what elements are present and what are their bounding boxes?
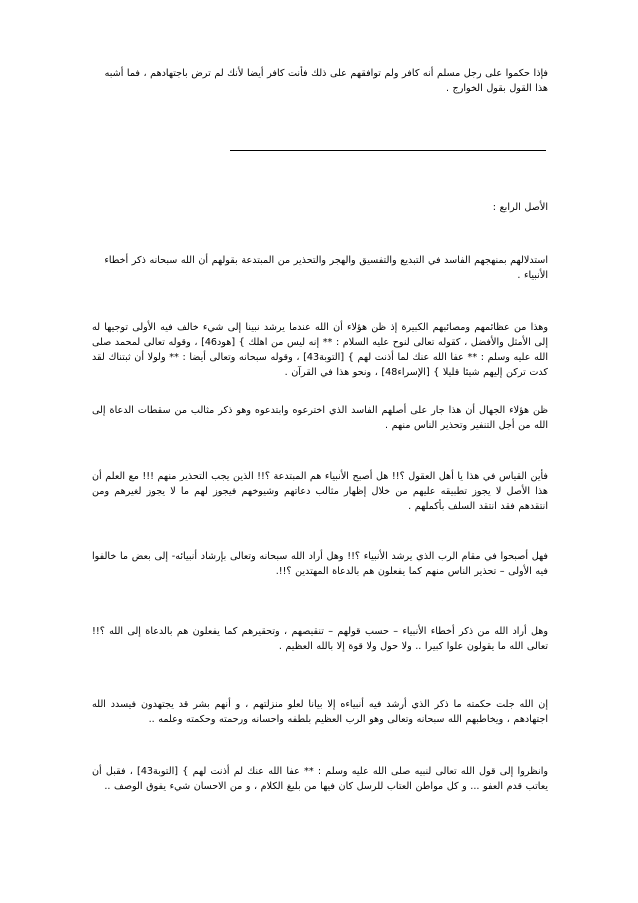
paragraph-lord-position: فهل أصبحوا في مقام الرب الذي يرشد الأنبياء ؟!! وهل أراد الله سبحانه وتعالى بإرشاد أنبيائه- إلى بعض ما خالفوا فيه الأولى – تحذير الناس منهم كما يفعلون هم بالدعاة المهتدين ؟!!. [92, 551, 548, 577]
paragraph-khawarij-analogy: فإذا حكموا على رجل مسلم أنه كافر ولم توافقهم على ذلك فأنت كافر أيضا لأنك لم ترض باجتهادهم ، فما أشبه هذا القول بقول الخوارج . [104, 68, 548, 94]
paragraph-analogy-question: فأين القياس في هذا يا أهل العقول ؟!! هل أصبح الأنبياء هم المبتدعة ؟!! الذين يجب التحذير منهم !!! مع العلم أن هذا الأصل لا يجوز تطبيقه عليهم من خلال إظهار مثالب دعاتهم وشيوخهم فيجوز لهم ما لا يجوز لغيرهم ومن انتقدهم فقد انتقد السلف بأكملهم . [92, 471, 548, 512]
section-divider [230, 150, 546, 151]
paragraph-divine-wisdom: إن الله جلت حكمته ما ذكر الذي أرشد فيه أنبياءه إلا بيانا لعلو منزلتهم ، و أنهم بشر قد يجتهدون فيسدد الله اجتهادهم ، ويخاطبهم الله سبحانه وتعالى وهو الرب العظيم بلطفه واحسانه ورحمته وحكمته وعلمه .. [92, 699, 548, 725]
paragraph-principle-statement: استدلالهم بمنهجهم الفاسد في التبديع والتفسيق والهجر والتحذير من المبتدعة بقولهم أن الله سبحانه ذكر أخطاء الأنبياء . [104, 255, 548, 281]
section-heading-fourth-principle: الأصل الرابع : [492, 202, 548, 213]
paragraph-ignorant-assumption: ظن هؤلاء الجهال أن هذا جار على أصلهم الفاسد الذي اخترعوه وابتدعوه وهو ذكر مثالب من سقطات الدعاة إلى الله من أجل التنفير وتحذير الناس منهم . [92, 405, 548, 431]
paragraph-quran-examples: وهذا من عظائمهم ومصائبهم الكبيرة إذ ظن هؤلاء أن الله عندما يرشد نبينا إلى شيء خالف فيه الأولى توجيها له إلى الأمثل والأفضل ، كقوله تعالى لنوح عليه السلام : ** إنه ليس من اهلك } [هود46] ، وقوله تعالى لمحمد صلى الله عليه وسلم : ** عفا الله عنك لما أذنت لهم } [التوبة43] ، وقوله سبحانه وتعالى أيضا : ** ولولا أن ثبتناك لقد كدت تركن إليهم شيئا قليلا } [الإسراء48] ، ونحو هذا في القرآن . [92, 322, 548, 378]
paragraph-diminishing-prophets: وهل أراد الله من ذكر أخطاء الأنبياء – حسب قولهم – تنقيصهم ، وتحقيرهم كما يفعلون هم بالدعاة إلى الله ؟!! تعالى الله ما يقولون علوا كبيرا .. ولا حول ولا قوة إلا بالله العظيم . [92, 626, 548, 652]
paragraph-forgiveness-verse: وانظروا إلى قول الله تعالى لنبيه صلى الله عليه وسلم : ** عفا الله عنك لم أذنت لهم } [التوبة43] ، فقبل أن يعاتب قدم العفو ... و كل مواطن العتاب للرسل كان فيها من بليغ الكلام ، و من الاحسان شيء يفوق الوصف .. [92, 766, 548, 792]
